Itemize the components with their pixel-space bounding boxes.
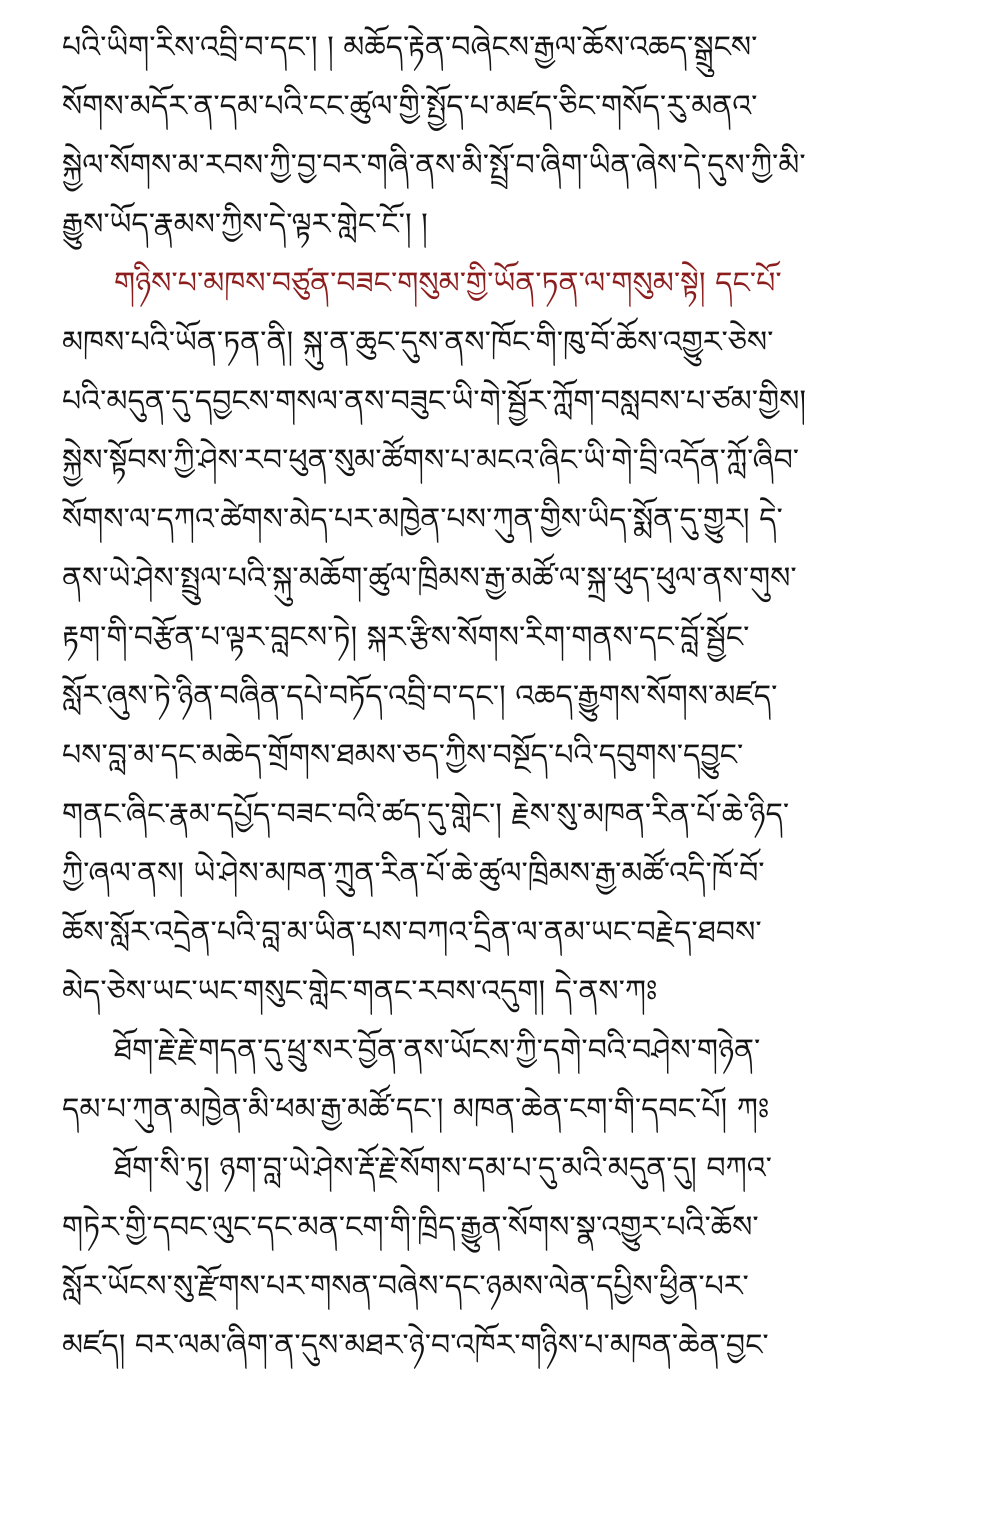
section-heading-line: གཉིས་པ་མཁས་བཙུན་བཟང་གསུམ་གྱི་ཡོན་ཏན་ལ་གསུམ་སྟེ། དང་པོ་ [114,266,782,301]
text-line: རྟག་གི་བརྩོན་པ་ལྟར་བླངས་ཏེ། སྐར་རྩིས་སོགས་རིག་གནས་དང་བློ་སྦྱོང་ [62,620,750,655]
text-line: པའི་ཡིག་རིས་འབྲི་བ་དང་། ། མཆོད་རྟེན་བཞེངས་རྒྱལ་ཆོས་འཆད་སྒྲུངས་ [62,30,758,65]
text-line: གནང་ཞིང་རྣམ་དཔྱོད་བཟང་བའི་ཚད་དུ་གླེང་། རྗེས་སུ་མཁན་རིན་པོ་ཆེ་ཉིད་ [62,797,790,832]
text-line: རྒྱུས་ཡོད་རྣམས་ཀྱིས་དེ་ལྟར་གླེང་ངོ་། ། [62,207,428,242]
text-line: སློར་ཞུས་ཏེ་ཉིན་བཞིན་དཔེ་བཏོད་འབྲི་བ་དང་། འཆད་རྒྱུགས་སོགས་མཛད་ [62,679,778,714]
text-line: སྐྱེལ་སོགས་མ་རབས་ཀྱི་བྱ་བར་གཞི་ནས་མི་སྤྲོ་བ་ཞིག་ཡིན་ཞེས་དེ་དུས་ཀྱི་མི་ [62,148,806,183]
text-line: ཆོས་སློར་འདྲེན་པའི་བླ་མ་ཡིན་པས་བཀའ་དྲིན་ལ་ནམ་ཡང་བརྗེད་ཐབས་ [62,915,762,950]
text-line: སློར་ཡོངས་སུ་རྫོགས་པར་གསན་བཞེས་དང་ཉམས་ལེན་དཔྱིས་ཕྱིན་པར་ [62,1269,749,1304]
text-line: སོགས་ལ་དཀའ་ཚེགས་མེད་པར་མཁྱེན་པས་ཀུན་གྱིས་ཡིད་སྨོན་དུ་གྱུར། དེ་ [62,502,783,537]
text-line: མཛད། བར་ལམ་ཞིག་ན་དུས་མཐར་ཉེ་བ་འཁོར་གཉིས་པ་མཁན་ཆེན་བྱང་ [62,1328,769,1363]
text-line: དམ་པ་ཀུན་མཁྱེན་མི་ཕམ་རྒྱ་མཚོ་དང་། མཁན་ཆེན་ངག་གི་དབང་པོ། ཀཿ [62,1092,770,1127]
text-line: མཁས་པའི་ཡོན་ཏན་ནི། སྐུ་ན་ཆུང་དུས་ནས་ཁོང་གི་ཁུ་བོ་ཆོས་འགྱུར་ཅེས་ [62,325,774,360]
text-line: ཀྱི་ཞལ་ནས། ཡེ་ཤེས་མཁན་ཀྲུན་རིན་པོ་ཆེ་ཚུལ་ཁྲིམས་རྒྱ་མཚོ་འདི་ཁོ་བོ་ [62,856,765,891]
text-line: པས་བླ་མ་དང་མཆེད་གྲོགས་ཐམས་ཅད་ཀྱིས་བསྔོད་པའི་དབུགས་དབྱུང་ [62,738,744,773]
text-line: གཏེར་གྱི་དབང་ལུང་དང་མན་ངག་གི་ཁྲིད་རྒྱུན་སོགས་སྣ་འགྱུར་པའི་ཆོས་ [62,1210,759,1245]
text-line: ཐོག་རྗེ་རྗེ་གདན་དུ་ཕྲུ་སར་བྱོན་ནས་ཡོངས་ཀྱི་དགེ་བའི་བཤེས་གཉེན་ [114,1033,761,1068]
text-line: སོགས་མདོར་ན་དམ་པའི་ངང་ཚུལ་གྱི་སྤྱོད་པ་མཛད་ཅིང་གསོད་རུ་མནའ་ [62,89,758,124]
text-line: པའི་མདུན་དུ་དབྱངས་གསལ་ནས་བཟུང་ཡི་གེ་སྦྱོར་ཀློག་བསླབས་པ་ཙམ་གྱིས། [62,384,807,419]
text-line: སྐྱེས་སྟོབས་ཀྱི་ཤེས་རབ་ཕུན་སུམ་ཚོགས་པ་མངའ་ཞིང་ཡི་གེ་བྲི་འདོན་ཀློ་ཞིབ་ [62,443,800,478]
text-line: མེད་ཅེས་ཡང་ཡང་གསུང་གླེང་གནང་རབས་འདུག། དེ་ནས་ཀཿ [62,974,658,1009]
text-line: ཐོག་སི་ཏུ། ཉག་བླ་ཡེ་ཤེས་རྡོ་རྗེ་སོགས་དམ་པ་དུ་མའི་མདུན་དུ། བཀའ་ [114,1151,772,1186]
text-line: ནས་ཡེ་ཤེས་སྤྲུལ་པའི་སྐུ་མཆོག་ཚུལ་ཁྲིམས་རྒྱ་མཚོ་ལ་སྐྲ་ཕུད་ཕུལ་ནས་གུས་ [62,561,797,596]
